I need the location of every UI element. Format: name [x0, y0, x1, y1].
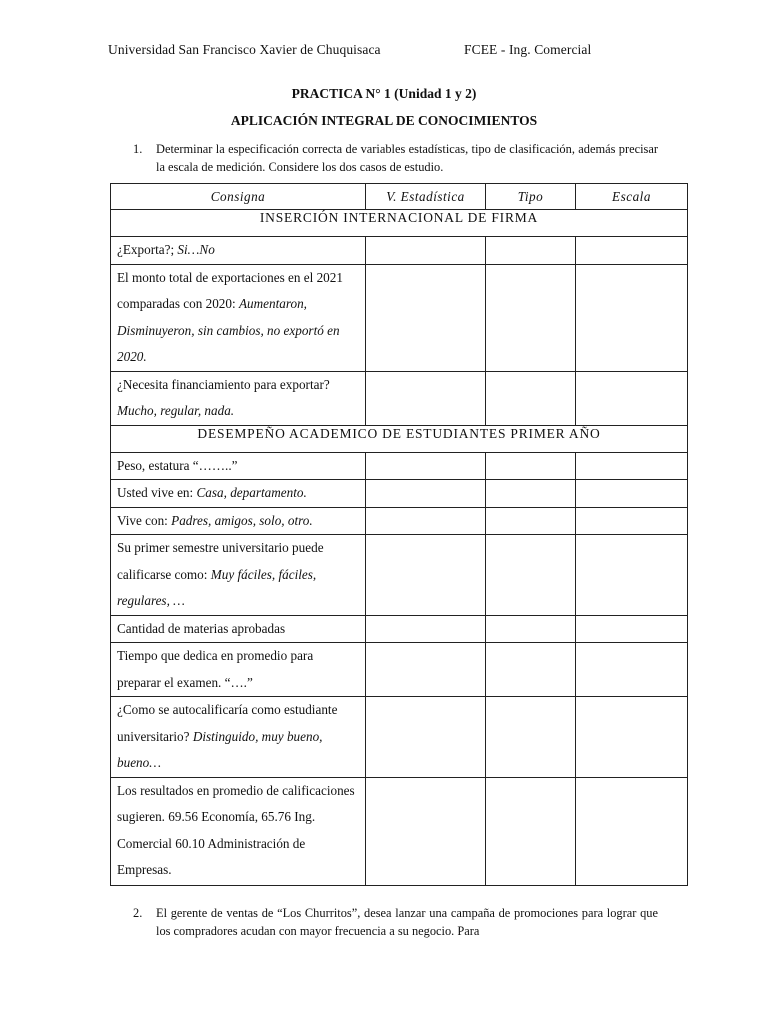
answer-cell[interactable]	[576, 371, 688, 425]
header-escala: Escala	[576, 184, 688, 210]
answer-cell[interactable]	[486, 237, 576, 265]
faculty-name: FCEE - Ing. Comercial	[464, 42, 592, 57]
answer-cell[interactable]	[576, 643, 688, 697]
section-row-1	[111, 210, 688, 237]
answer-cell[interactable]	[366, 535, 486, 616]
consigna-cell	[111, 452, 366, 480]
answer-cell[interactable]	[366, 480, 486, 508]
consigna-cell	[111, 615, 366, 643]
answer-cell[interactable]	[486, 507, 576, 535]
answer-cell[interactable]	[576, 264, 688, 371]
consigna-options: Si…No	[177, 242, 215, 257]
answer-cell[interactable]	[486, 535, 576, 616]
consigna-cell	[111, 371, 366, 425]
question-2	[133, 904, 658, 940]
consigna-cell	[111, 643, 366, 697]
answer-cell[interactable]	[366, 264, 486, 371]
question-2-text: El gerente de ventas de “Los Churritos”, desea lanzar una campaña de promociones para lograr que los compradores acudan con mayor frecuencia a su negocio. Para	[156, 906, 658, 938]
consigna-options: Muy fáciles, fáciles, regulares, …	[117, 566, 317, 608]
consigna-cell	[111, 535, 366, 616]
table-row	[111, 777, 688, 885]
answer-cell[interactable]	[576, 507, 688, 535]
header-consigna: Consigna	[111, 184, 366, 210]
answer-cell[interactable]	[486, 480, 576, 508]
consigna-text: ¿Necesita financiamiento para exportar?	[117, 376, 330, 392]
answer-cell[interactable]	[366, 452, 486, 480]
answer-cell[interactable]	[366, 777, 486, 885]
table-row	[111, 480, 688, 508]
answer-cell[interactable]	[366, 643, 486, 697]
answer-cell[interactable]	[366, 697, 486, 778]
table-row	[111, 371, 688, 425]
answer-cell[interactable]	[576, 452, 688, 480]
answer-cell[interactable]	[486, 452, 576, 480]
answer-cell[interactable]	[576, 777, 688, 885]
consigna-text: Usted vive en:	[117, 485, 197, 500]
variables-table	[110, 183, 688, 886]
section-title-2: DESEMPEÑO ACADEMICO DE ESTUDIANTES PRIMER AÑO	[111, 425, 688, 452]
table-row	[111, 452, 688, 480]
answer-cell[interactable]	[366, 371, 486, 425]
consigna-cell	[111, 507, 366, 535]
consigna-options: Casa, departamento.	[196, 485, 307, 500]
answer-cell[interactable]	[486, 697, 576, 778]
answer-cell[interactable]	[576, 697, 688, 778]
consigna-text: Los resultados en promedio de calificaciones sugieren. 69.56 Economía, 65.76 Ing. Comercial 60.10 Administración de Empresas.	[117, 782, 355, 877]
question-1-number: 1.	[133, 142, 143, 156]
answer-cell[interactable]	[576, 480, 688, 508]
consigna-text: Cantidad de materias aprobadas	[117, 620, 286, 636]
university-name: Universidad San Francisco Xavier de Chuquisaca	[108, 42, 381, 57]
answer-cell[interactable]	[486, 371, 576, 425]
table-row	[111, 507, 688, 535]
section-title-1: INSERCIÓN INTERNACIONAL DE FIRMA	[111, 210, 688, 237]
answer-cell[interactable]	[576, 535, 688, 616]
consigna-text: ¿Exporta?;	[117, 242, 178, 257]
answer-cell[interactable]	[366, 615, 486, 643]
answer-cell[interactable]	[576, 615, 688, 643]
table-row	[111, 264, 688, 371]
table-row	[111, 535, 688, 616]
consigna-options: Mucho, regular, nada.	[117, 403, 235, 418]
consigna-text: Su primer semestre universitario puede calificarse como:	[117, 540, 324, 582]
answer-cell[interactable]	[366, 507, 486, 535]
question-1	[133, 140, 658, 176]
consigna-cell	[111, 697, 366, 778]
table-row	[111, 237, 688, 265]
header-variable: V. Estadística	[366, 184, 486, 210]
table-row	[111, 697, 688, 778]
practice-subtitle: APLICACIÓN INTEGRAL DE CONOCIMIENTOS	[230, 113, 538, 128]
consigna-options: Aumentaron, Disminuyeron, sin cambios, no exportó en 2020.	[117, 296, 340, 364]
table-row	[111, 643, 688, 697]
header-tipo: Tipo	[486, 184, 576, 210]
consigna-options: Padres, amigos, solo, otro.	[171, 512, 313, 528]
consigna-cell	[111, 480, 366, 508]
answer-cell[interactable]	[366, 237, 486, 265]
consigna-text: Peso, estatura “……..”	[117, 457, 238, 473]
table-header-row	[111, 184, 688, 210]
answer-cell[interactable]	[486, 615, 576, 643]
practice-title: PRACTICA N° 1 (Unidad 1 y 2)	[291, 86, 477, 101]
consigna-text: El monto total de exportaciones en el 2021 comparadas con 2020:	[117, 269, 343, 311]
answer-cell[interactable]	[486, 777, 576, 885]
consigna-text: Vive con:	[117, 512, 172, 528]
consigna-cell	[111, 237, 366, 265]
consigna-text: ¿Como se autocalificaría como estudiante universitario?	[117, 702, 338, 744]
consigna-cell	[111, 264, 366, 371]
consigna-cell	[111, 777, 366, 885]
answer-cell[interactable]	[486, 264, 576, 371]
consigna-options: Distinguido, muy bueno, bueno…	[117, 728, 323, 770]
question-2-number: 2.	[133, 906, 143, 920]
consigna-text: Tiempo que dedica en promedio para preparar el examen. “….”	[117, 648, 314, 690]
table-row	[111, 615, 688, 643]
answer-cell[interactable]	[576, 237, 688, 265]
section-row-2	[111, 425, 688, 452]
answer-cell[interactable]	[486, 643, 576, 697]
question-1-text: Determinar la especificación correcta de variables estadísticas, tipo de clasificación, además precisar la escala de medición. Considere los dos casos de estudio.	[156, 142, 658, 174]
